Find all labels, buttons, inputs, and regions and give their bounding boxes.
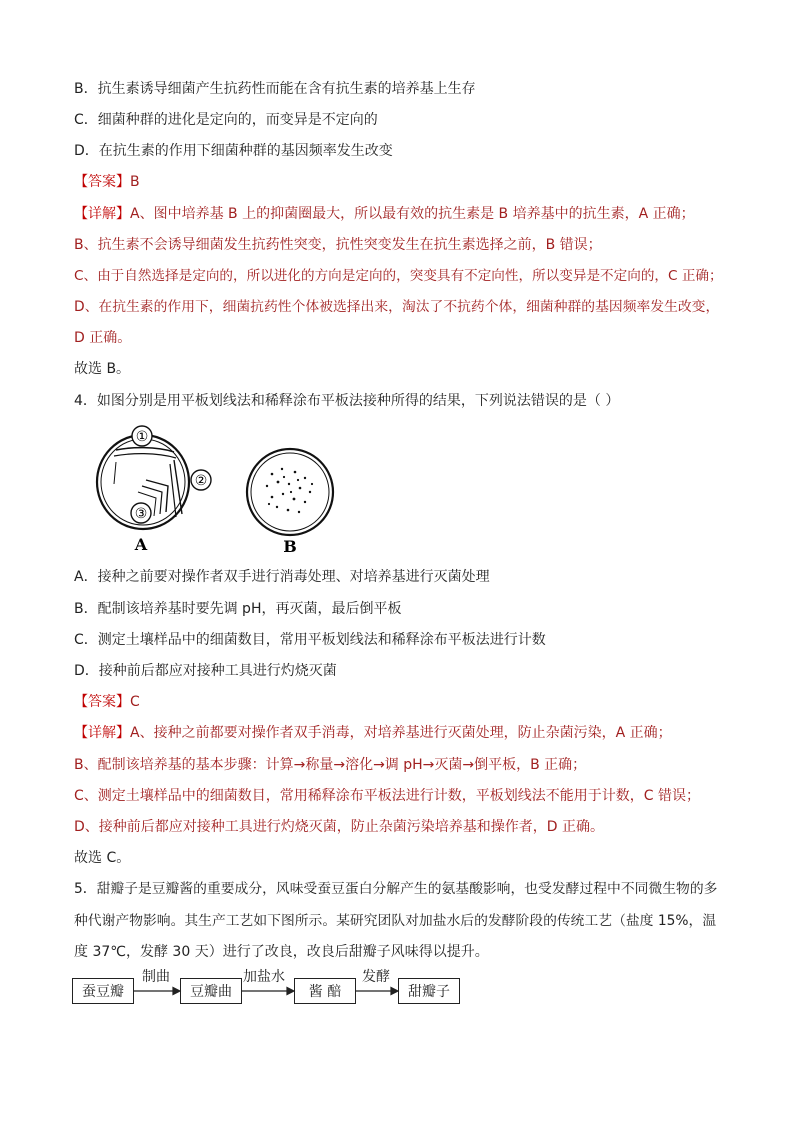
q3-conclusion: 故选 B。 [74, 361, 131, 377]
q3-answer [74, 172, 140, 192]
marker-2: ② [194, 473, 208, 489]
flow-arrow-label-2: 加盐水 [243, 969, 285, 985]
q4-option-d: D．接种前后都应对接种工具进行灼烧灭菌 [74, 663, 337, 679]
q4-detail-3: C、测定土壤样品中的细菌数目，常用稀释涂布平板法进行计数，平板划线法不能用于计数，C 错误； [74, 788, 700, 804]
q3-detail-1 [74, 204, 695, 224]
flow-arrow-label-1: 制曲 [142, 969, 170, 985]
flow-arrow-2-head [287, 988, 294, 995]
q3-detail-5: D 正确。 [74, 330, 132, 346]
q4-detail-4: D、接种前后都应对接种工具进行灼烧灭菌，防止杂菌污染培养基和操作者，D 正确。 [74, 819, 605, 835]
detail-tag: 【详解】 [74, 206, 130, 222]
answer-tag: 【答案】 [74, 694, 130, 710]
q3-option-c: C．细菌种群的进化是定向的，而变异是不定向的 [74, 112, 378, 128]
q3-detail-4: D、在抗生素的作用下，细菌抗药性个体被选择出来，淘汰了不抗药个体，细菌种群的基因频率发生改变， [74, 299, 720, 315]
q4-answer [74, 692, 140, 712]
q4-option-a: A．接种之前要对操作者双手进行消毒处理、对培养基进行灭菌处理 [74, 569, 490, 585]
detail-text: A、图中培养基 B 上的抑菌圈最大，所以最有效的抗生素是 B 培养基中的抗生素，A 正确； [130, 206, 695, 222]
q5-stem-line-2: 种代谢产物影响。其生产工艺如下图所示。某研究团队对加盐水后的发酵阶段的传统工艺（盐度 15%，温 [74, 913, 717, 929]
marker-1: ① [135, 429, 149, 445]
streak-zone-1 [116, 448, 174, 452]
plate-b-label: B [283, 537, 297, 556]
flow-arrow-3-head [391, 988, 398, 995]
plate-a-label: A [134, 535, 148, 554]
colony-dots [266, 468, 313, 513]
q4-detail-1 [74, 723, 672, 743]
q4-option-c: C．测定土壤样品中的细菌数目，常用平板划线法和稀释涂布平板法进行计数 [74, 632, 546, 648]
q3-option-b: B．抗生素诱导细菌产生抗药性而能在含有抗生素的培养基上生存 [74, 81, 476, 97]
q4-figure [86, 422, 346, 557]
answer-value: C [130, 694, 140, 710]
flow-arrow-label-3: 发酵 [362, 969, 390, 985]
flow-arrows [72, 972, 472, 1008]
answer-value: B [130, 174, 140, 190]
streak-left [114, 462, 116, 484]
flow-box-mash: 酱 醅 [294, 978, 356, 1004]
detail-text: A、接种之前都要对操作者双手消毒，对培养基进行灭菌处理，防止杂菌污染，A 正确； [130, 725, 672, 741]
q3-detail-2: B、抗生素不会诱导细菌发生抗药性突变，抗性突变发生在抗生素选择之前，B 错误； [74, 237, 602, 253]
process-flowchart [72, 969, 472, 1008]
flow-arrow-1-head [173, 988, 180, 995]
q4-stem: 4．如图分别是用平板划线法和稀释涂布平板法接种所得的结果，下列说法错误的是（ ） [74, 393, 620, 409]
q3-detail-3: C、由于自然选择是定向的，所以进化的方向是定向的，突变具有不定向性，所以变异是不定向的，C 正确； [74, 268, 723, 284]
q4-option-b: B．配制该培养基时要先调 pH，再灭菌，最后倒平板 [74, 601, 402, 617]
q5-stem-line-1: 5．甜瓣子是豆瓣酱的重要成分，风味受蚕豆蛋白分解产生的氨基酸影响，也受发酵过程中不同微生物的多 [74, 881, 718, 897]
streak-zone-1b [114, 454, 176, 458]
q4-conclusion: 故选 C。 [74, 850, 131, 866]
q5-stem-line-3: 度 37℃，发酵 30 天）进行了改良，改良后甜瓣子风味得以提升。 [74, 944, 489, 960]
flow-box-bean-koji: 豆瓣曲 [180, 978, 242, 1004]
q4-detail-2: B、配制该培养基的基本步骤：计算→称量→溶化→调 pH→灭菌→倒平板，B 正确； [74, 757, 587, 773]
petri-dish-figure [86, 422, 346, 557]
marker-3: ③ [134, 506, 148, 522]
flow-box-raw-beans: 蚕豆瓣 [72, 978, 134, 1004]
q3-option-d: D．在抗生素的作用下细菌种群的基因频率发生改变 [74, 143, 393, 159]
flow-box-sweet-paste: 甜瓣子 [398, 978, 460, 1004]
answer-tag: 【答案】 [74, 174, 130, 190]
detail-tag: 【详解】 [74, 725, 130, 741]
